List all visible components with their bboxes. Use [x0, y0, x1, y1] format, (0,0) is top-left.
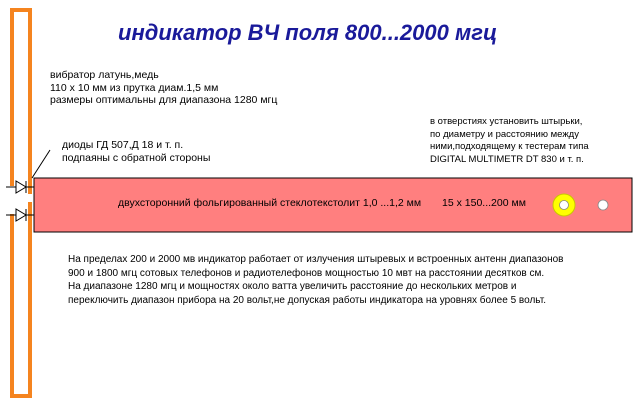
pin-hole-inner [560, 201, 569, 210]
diodes-note-line: подпаяны с обратной стороны [62, 151, 211, 164]
description-line: На диапазоне 1280 мгц и мощностях около ватта увеличить расстояние до нескольких метров и [68, 281, 517, 292]
pins-note-line: в отверстиях установить штырьки, [430, 116, 583, 127]
board-label: двухсторонний фольгированный стеклотекстолит 1,0 ...1,2 мм [118, 197, 422, 209]
diodes-note [62, 139, 210, 164]
vibrator-note-line: размеры оптимальны для диапазона 1280 мгц [50, 94, 278, 106]
diagram-title: индикатор ВЧ поля 800...2000 мгц [118, 20, 498, 45]
pin-hole-plain [598, 200, 608, 210]
vibrator-note-line: вибратор латунь,медь [50, 69, 159, 81]
vibrator-note [50, 69, 277, 107]
description-line: На пределах 200 и 2000 мв индикатор работает от излучения штыревых и встроенных антенн диапазонов [68, 254, 564, 265]
description-line: переключить диапазон прибора на 20 вольт,не допуская работы индикатора на уровнях более 5 вольт. [68, 294, 546, 306]
vibrator-upper-arm [12, 10, 30, 194]
pins-note [430, 116, 589, 166]
diode-pointer [32, 150, 50, 178]
vibrator-note-line: 110 x 10 мм из прутка диам.1,5 мм [50, 81, 219, 94]
description [68, 253, 564, 307]
pins-note-line: DIGITAL MULTIMETR DT 830 и т. п. [430, 153, 584, 165]
description-line: 900 и 1800 мгц сотовых телефонов и радиотелефонов мощностью 10 мвт на расстоянии десятков см. [68, 267, 545, 279]
board-size: 15 x 150...200 мм [442, 197, 526, 209]
vibrator-lower-arm [12, 202, 30, 396]
pins-note-line: ними,подходящему к тестерам типа [430, 141, 589, 152]
pins-note-line: по диаметру и расстоянию между [430, 128, 579, 140]
diodes-note-line: диоды ГД 507,Д 18 и т. п. [62, 139, 184, 151]
